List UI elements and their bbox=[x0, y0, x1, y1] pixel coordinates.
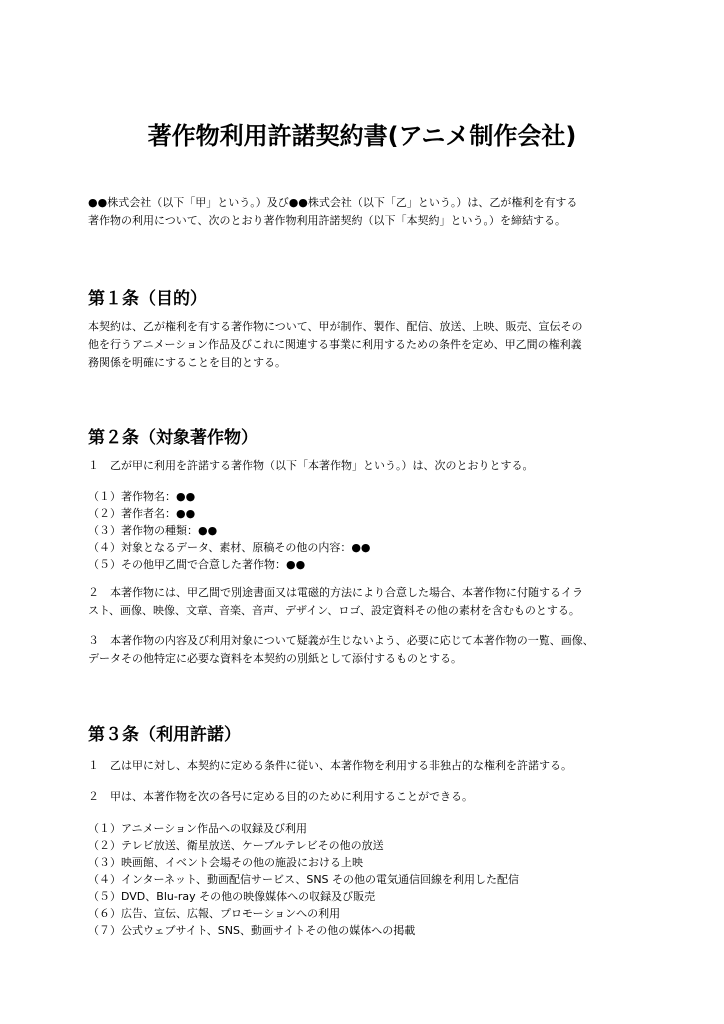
article-1-heading: 第１条（目的） bbox=[88, 289, 207, 309]
article-2-item-list bbox=[88, 488, 648, 573]
list-item: （４）インターネット、動画配信サービス、SNS その他の電気通信回線を利用した配信 bbox=[88, 873, 520, 886]
document-title: 著作物利用許諾契約書(アニメ制作会社) bbox=[147, 122, 577, 150]
preamble-paragraph: ●●株式会社（以下「甲」という。）及び●●株式会社（以下「乙」という。）は、乙が権利を有する 著作物の利用について、次のとおり著作物利用許諾契約（以下「本契約」という。）を締結する。 bbox=[88, 196, 578, 227]
list-item: （３）著作物の種類：●● bbox=[88, 524, 218, 537]
list-item: （２）テレビ放送、衛星放送、ケーブルテレビその他の放送 bbox=[88, 839, 384, 852]
article-3-heading: 第３条（利用許諾） bbox=[88, 725, 241, 745]
article-2-paragraph-1: １ 乙が甲に利用を許諾する著作物（以下「本著作物」という。）は、次のとおりとする。 bbox=[88, 459, 534, 472]
article-3-paragraph-1: １ 乙は甲に対し、本契約に定める条件に従い、本著作物を利用する非独占的な権利を許諾する。 bbox=[88, 759, 572, 772]
article-2-paragraph-2: ２ 本著作物には、甲乙間で別途書面又は電磁的方法により合意した場合、本著作物に付随するイラ スト、画像、映像、文章、音楽、音声、デザイン、ロゴ、設定資料その他の素材を含むものとする。 bbox=[88, 586, 583, 617]
article-1-body: 本契約は、乙が権利を有する著作物について、甲が制作、製作、配信、放送、上映、販売、宣伝その 他を行うアニメーション作品及びこれに関連する事業に利用するための条件を定め、甲乙間の権利義 務関係を明確にすることを目的とする。 bbox=[88, 320, 583, 369]
article-2-heading: 第２条（対象著作物） bbox=[88, 428, 258, 448]
list-item: （１）アニメーション作品への収録及び利用 bbox=[88, 822, 308, 835]
list-item: （５）DVD、Blu-ray その他の映像媒体への収録及び販売 bbox=[88, 890, 376, 903]
article-3-item-list bbox=[88, 820, 648, 939]
article-3-paragraph-2: ２ 甲は、本著作物を次の各号に定める目的のために利用することができる。 bbox=[88, 790, 473, 803]
list-item: （３）映画館、イベント会場その他の施設における上映 bbox=[88, 856, 363, 869]
list-item: （４）対象となるデータ、素材、原稿その他の内容：●● bbox=[88, 541, 371, 554]
list-item: （２）著作者名：●● bbox=[88, 507, 196, 520]
list-item: （５）その他甲乙間で合意した著作物：●● bbox=[88, 558, 306, 571]
list-item: （７）公式ウェブサイト、SNS、動画サイトその他の媒体への掲載 bbox=[88, 924, 416, 937]
article-2-paragraph-3: ３ 本著作物の内容及び利用対象について疑義が生じないよう、必要に応じて本著作物の一覧、画像、 データその他特定に必要な資料を本契約の別紙として添付するものとする。 bbox=[88, 634, 594, 665]
list-item: （６）広告、宣伝、広報、プロモーションへの利用 bbox=[88, 907, 341, 920]
list-item: （１）著作物名：●● bbox=[88, 490, 196, 503]
